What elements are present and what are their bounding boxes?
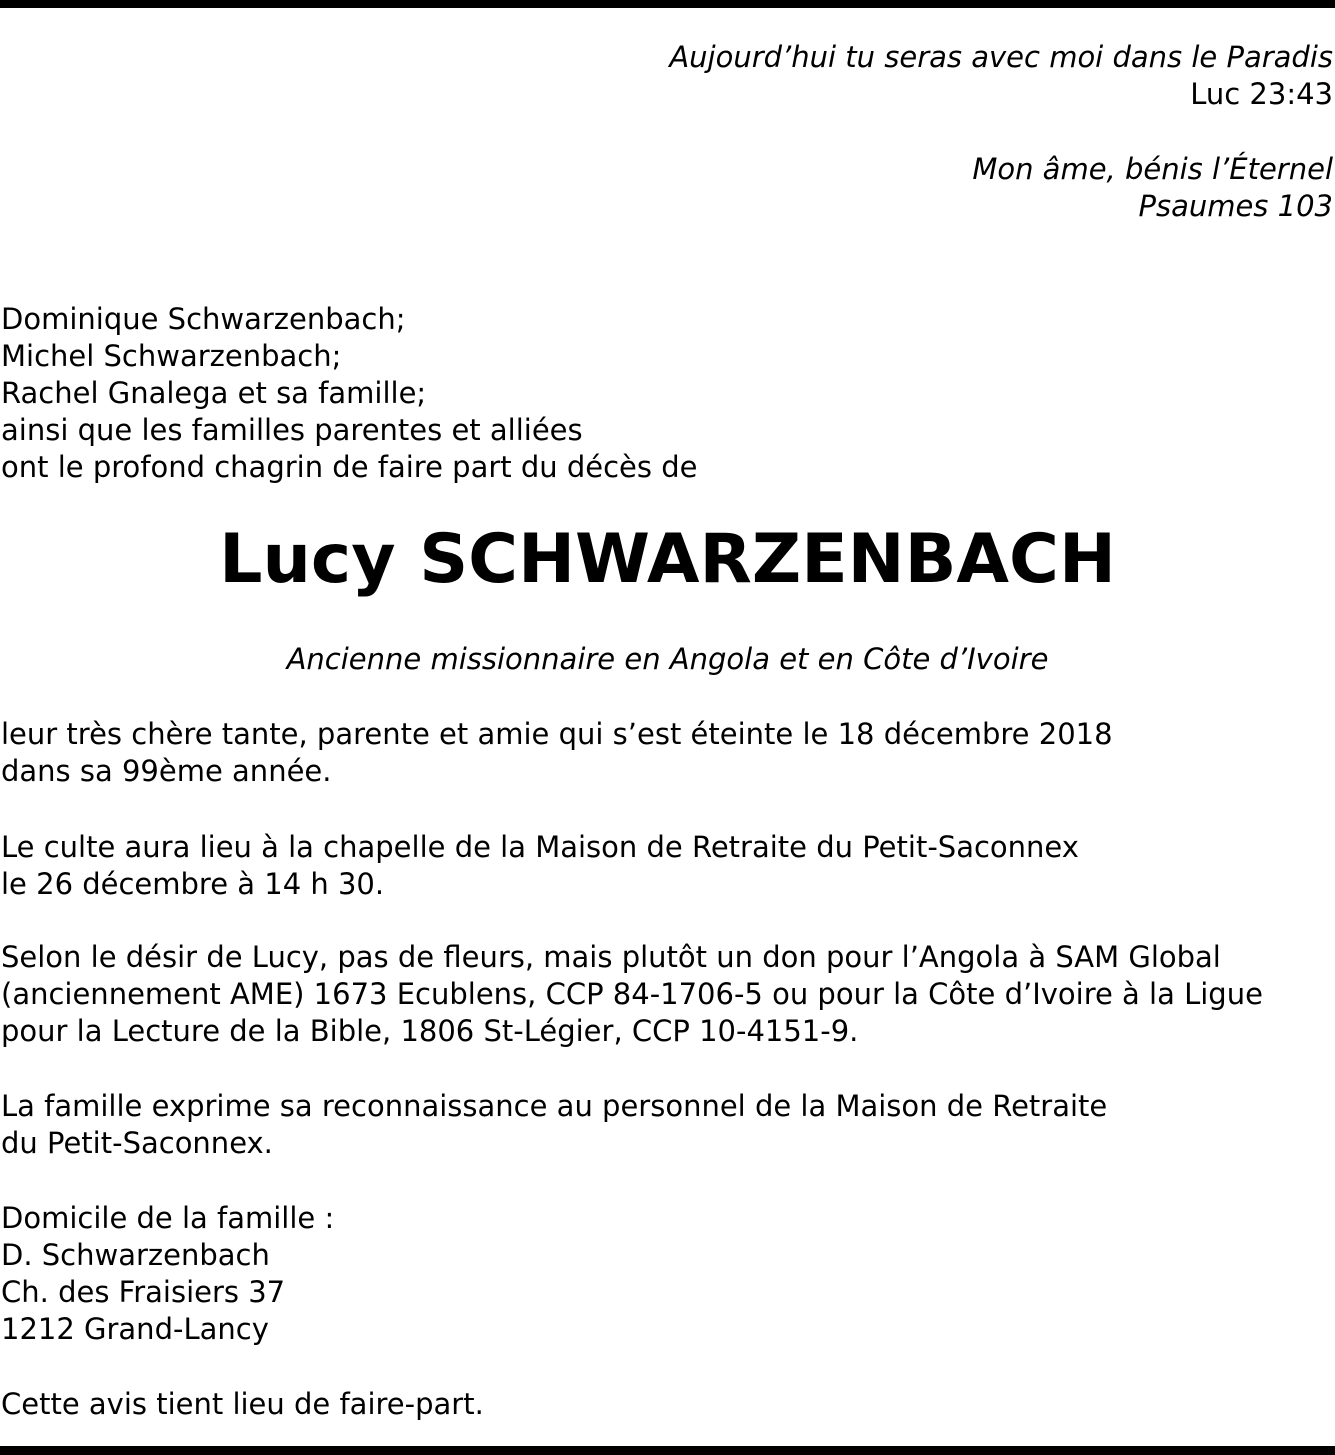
bible-verse-luke [669,39,1333,113]
paragraph-line: Le culte aura lieu à la chapelle de la Maison de Retraite du Petit-Saconnex [1,830,1079,864]
thanks-paragraph [1,1088,1107,1162]
closing-line: Cette avis tient lieu de faire-part. [1,1387,484,1421]
paragraph-line: leur très chère tante, parente et amie qui s’est éteinte le 18 décembre 2018 [1,717,1113,751]
intro-line: ainsi que les familles parentes et alliées [1,413,583,447]
paragraph-line: Selon le désir de Lucy, pas de fleurs, mais plutôt un don pour l’Angola à SAM Global [1,940,1221,974]
top-rule [0,0,1335,8]
address-line: 1212 Grand-Lancy [1,1312,269,1346]
death-notice-paragraph [1,716,1113,790]
address-heading: Domicile de la famille : [1,1201,335,1235]
deceased-role: Ancienne missionnaire en Angola et en Côte d’Ivoire [286,642,1049,676]
service-paragraph [1,829,1079,903]
bottom-rule [0,1446,1335,1455]
address-line: Ch. des Fraisiers 37 [1,1275,286,1309]
verse-reference: Luc 23:43 [1190,77,1333,111]
address-line: D. Schwarzenbach [1,1238,270,1272]
announcing-family [1,301,697,486]
closing-note [1,1386,484,1423]
intro-line: Rachel Gnalega et sa famille; [1,376,427,410]
verse-reference: Psaumes 103 [1138,189,1333,223]
donation-paragraph [1,939,1263,1050]
paragraph-line: (anciennement AME) 1673 Ecublens, CCP 84-1706-5 ou pour la Côte d’Ivoire à la Ligue [1,977,1263,1011]
verse-quote: Aujourd’hui tu seras avec moi dans le Paradis [669,40,1333,74]
intro-line: ont le profond chagrin de faire part du décès de [1,450,698,484]
paragraph-line: La famille exprime sa reconnaissance au personnel de la Maison de Retraite [1,1089,1108,1123]
paragraph-line: le 26 décembre à 14 h 30. [1,867,385,901]
paragraph-line: dans sa 99ème année. [1,754,332,788]
deceased-name: Lucy SCHWARZENBACH [219,520,1116,599]
bible-verse-psalms [972,151,1333,225]
paragraph-line: du Petit-Saconnex. [1,1126,273,1160]
paragraph-line: pour la Lecture de la Bible, 1806 St-Légier, CCP 10-4151-9. [1,1014,859,1048]
family-address [1,1200,334,1348]
intro-line: Michel Schwarzenbach; [1,339,342,373]
verse-quote: Mon âme, bénis l’Éternel [972,152,1333,186]
intro-line: Dominique Schwarzenbach; [1,302,406,336]
